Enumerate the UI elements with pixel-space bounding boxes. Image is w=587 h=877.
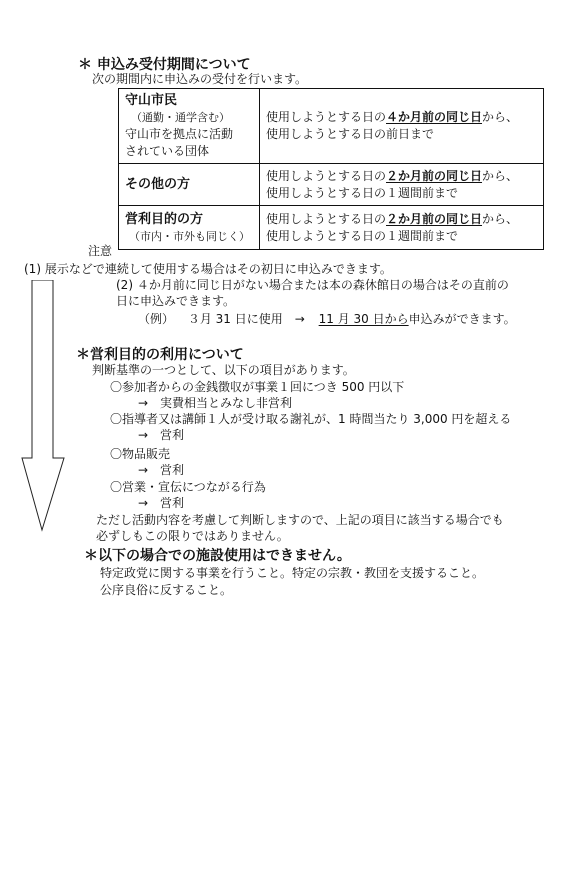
note-example xyxy=(138,310,516,327)
table-cell-category xyxy=(119,164,260,206)
category-title: その他の方 xyxy=(125,177,191,192)
period-intro: 次の期間内に申込みの受付を行います。 xyxy=(92,72,308,86)
note-2a: (2) ４か月前に同じ日がない場合または本の森休館日の場合はその直前の xyxy=(116,278,509,292)
table-cell-period xyxy=(260,164,544,206)
period-end: 使用しようとする日の１週間前まで xyxy=(266,185,459,200)
criteria-result: → 営利 xyxy=(138,496,185,510)
period-text: から、 xyxy=(482,211,519,226)
notes-label: 注意 xyxy=(88,244,113,258)
criteria-item: 〇指導者又は講師１人が受け取る謝礼が、1 時間当たり 3,000 円を超える xyxy=(110,412,512,426)
example-date: 11 月 30 日から xyxy=(318,312,409,326)
period-text: 使用しようとする日の xyxy=(266,168,387,183)
category-extra: 守山市を拠点に活動 xyxy=(125,127,234,141)
category-sub: （通勤・通学含む） xyxy=(131,111,230,124)
period-text: 使用しようとする日の xyxy=(266,110,387,124)
criteria-item: 〇参加者からの金銭徴収が事業１回につき 500 円以下 xyxy=(110,380,405,394)
criteria-item: 〇物品販売 xyxy=(110,447,171,461)
table-row xyxy=(119,164,544,206)
section-heading-commercial: ＊営利目的の利用について xyxy=(76,347,244,363)
table-cell-period xyxy=(260,89,544,164)
category-title: 守山市民 xyxy=(125,93,178,108)
table-cell-category xyxy=(119,89,260,164)
category-sub: （市内・市外も同じく） xyxy=(129,229,250,243)
criteria-result: → 営利 xyxy=(138,463,185,477)
criteria-result: → 実費相当とみなし非営利 xyxy=(138,396,293,410)
period-end: 使用しようとする日の前日まで xyxy=(266,127,435,141)
period-underlined: ２か月前の同じ日 xyxy=(386,168,483,183)
example-text: ３月 31 日に使用 → xyxy=(187,312,305,326)
criteria-result: → 営利 xyxy=(138,428,185,442)
period-text: 使用しようとする日の xyxy=(266,211,387,226)
example-post: 申込みができます。 xyxy=(408,312,516,326)
table-cell-category xyxy=(119,206,260,250)
down-arrow-icon xyxy=(20,280,66,532)
commercial-intro: 判断基準の一つとして、以下の項目があります。 xyxy=(92,363,355,377)
note-2b: 日に申込みできます。 xyxy=(116,294,236,308)
table-row xyxy=(119,206,544,250)
table-row xyxy=(119,89,544,164)
period-underlined: ４か月前の同じ日 xyxy=(386,110,483,124)
period-text: から、 xyxy=(482,168,519,183)
commercial-note: 必ずしもこの限りではありません。 xyxy=(96,529,289,543)
note-1: (1) 展示などで連続して使用する場合はその初日に申込みできます。 xyxy=(24,262,392,276)
prohibited-line: 公序良俗に反すること。 xyxy=(100,583,233,597)
table-cell-period xyxy=(260,206,544,250)
period-text: から、 xyxy=(482,110,519,124)
prohibited-line: 特定政党に関する事業を行うこと。特定の宗教・教団を支援すること。 xyxy=(100,566,485,580)
period-table xyxy=(118,88,544,250)
period-end: 使用しようとする日の１週間前まで xyxy=(266,228,459,243)
commercial-note: ただし活動内容を考慮して判断しますので、上記の項目に該当する場合でも xyxy=(96,513,504,527)
example-label: （例） xyxy=(138,312,175,326)
category-title: 営利目的の方 xyxy=(125,211,204,227)
section-heading-prohibited: ＊以下の場合での施設使用はできません。 xyxy=(84,548,351,564)
criteria-item: 〇営業・宣伝につながる行為 xyxy=(110,480,266,494)
category-extra: されている団体 xyxy=(125,144,210,158)
period-underlined: ２か月前の同じ日 xyxy=(386,211,483,226)
section-heading-period: ＊ 申込み受付期間について xyxy=(78,57,251,73)
